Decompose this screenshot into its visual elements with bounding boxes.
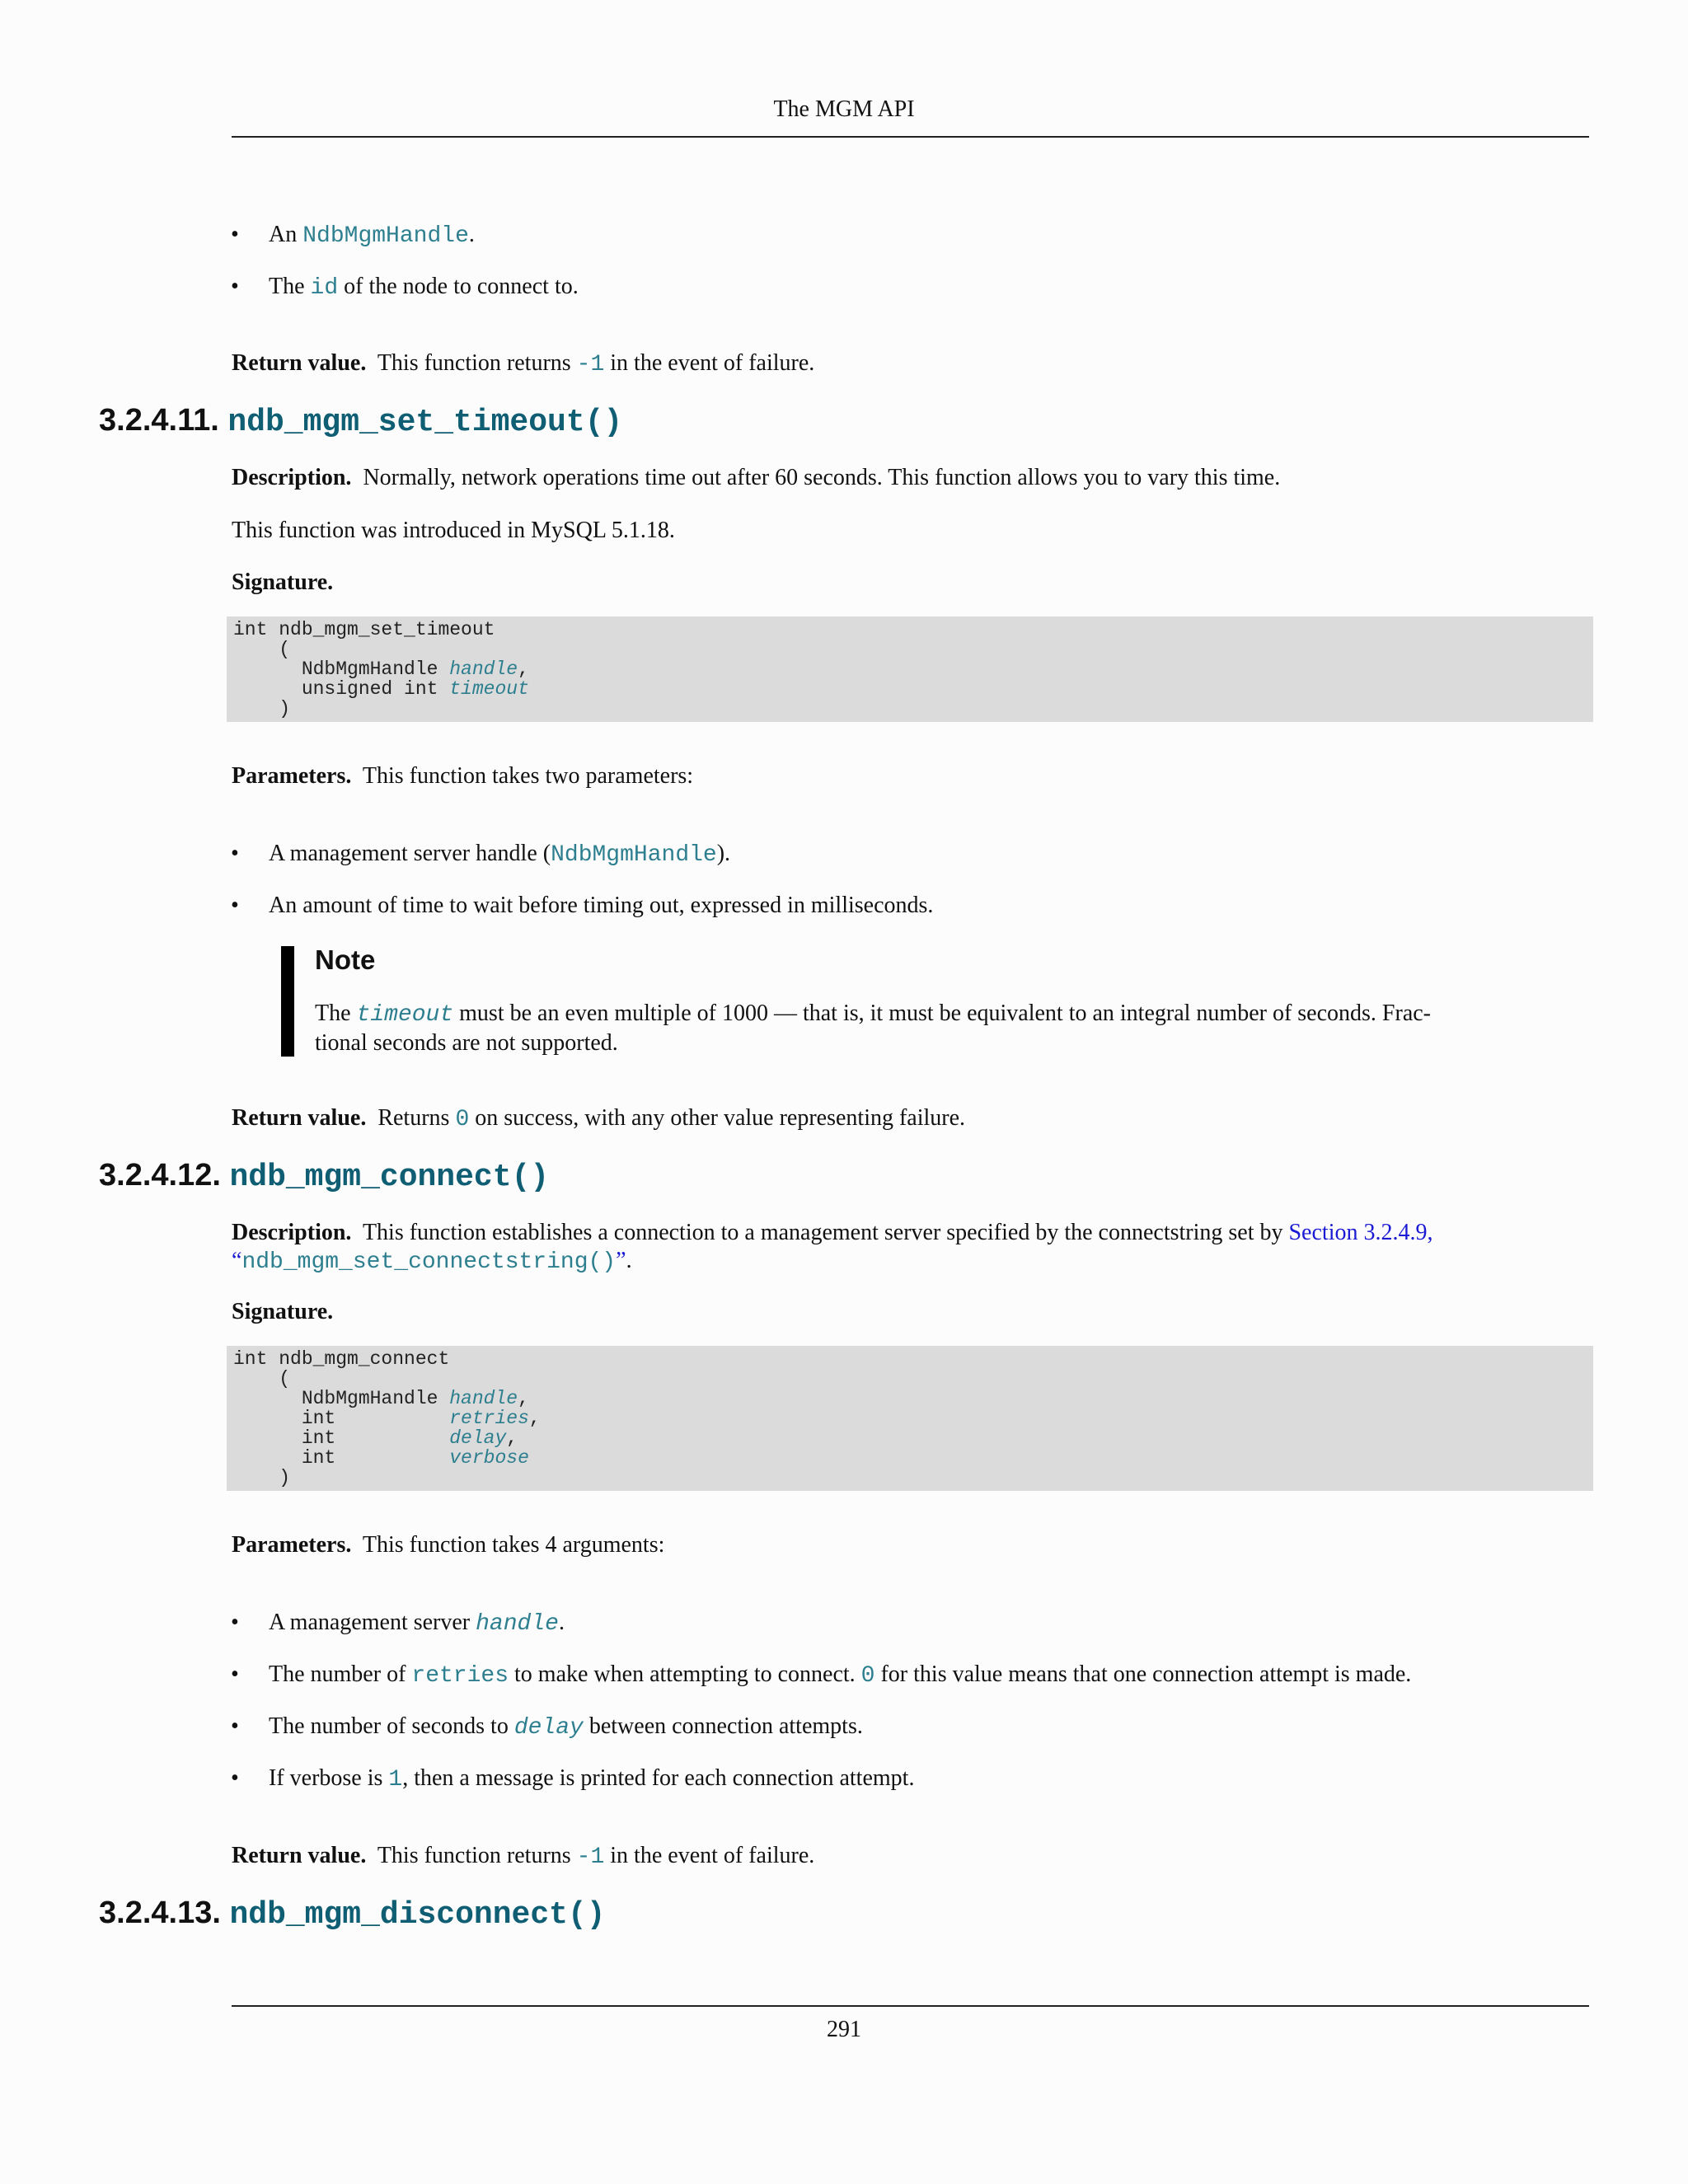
return-value-label: Return value. — [232, 1105, 367, 1131]
page-header-title: The MGM API — [773, 96, 915, 122]
inline-code-minus-one: -1 — [576, 1844, 605, 1870]
section-link-function[interactable]: ndb_mgm_set_connectstring() — [241, 1249, 617, 1275]
return-value-paragraph: Return value. This function returns -1 in the event of failure. — [232, 1843, 815, 1870]
page-number: 291 — [827, 2017, 861, 2042]
code-block-set-timeout: int ndb_mgm_set_timeout ( NdbMgmHandle handle, unsigned int timeout ) — [227, 616, 1593, 722]
note-text: The timeout must be an even multiple of 1000 — that is, it must be equivalent to an integral number of seconds. Frac- tional seconds are not supported. — [315, 1001, 1431, 1056]
return-value-label: Return value. — [232, 350, 367, 376]
bullet-marker: • — [231, 222, 239, 247]
inline-code-ndbmgmhandle[interactable]: NdbMgmHandle — [302, 223, 469, 249]
list-item: If verbose is 1, then a message is printed for each connection attempt. — [269, 1765, 915, 1793]
section-number: 3.2.4.12. — [99, 1158, 221, 1193]
list-item — [269, 273, 579, 302]
bullet-marker: • — [231, 1661, 239, 1687]
inline-code-zero: 0 — [860, 1663, 875, 1689]
section-number: 3.2.4.13. — [99, 1896, 221, 1930]
section-heading-3-2-4-11 — [99, 401, 622, 442]
section-function-name: ndb_mgm_connect() — [229, 1160, 550, 1195]
return-value-paragraph: Return value. This function returns -1 in the event of failure. — [232, 350, 815, 377]
section-link-open-quote[interactable]: “ — [232, 1248, 242, 1273]
parameters-label: Parameters. — [232, 763, 352, 789]
description-label: Description. — [232, 465, 352, 490]
parameters-paragraph: Parameters. This function takes two parameters: — [232, 763, 694, 789]
header-rule — [232, 136, 1589, 138]
bullet-marker: • — [231, 1765, 239, 1791]
bullet-marker: • — [231, 1610, 239, 1635]
bullet-marker: • — [231, 1713, 239, 1739]
parameters-paragraph: Parameters. This function takes 4 arguments: — [232, 1532, 665, 1558]
list-item: An amount of time to wait before timing out, expressed in milliseconds. — [269, 893, 934, 918]
parameters-label: Parameters. — [232, 1532, 352, 1558]
inline-code-retries: retries — [411, 1663, 509, 1689]
description-paragraph: Description. This function establishes a connection to a management server specified by the connectstring set by Section 3.2.4.9, “ndb_mgm_set_connectstring()”. — [232, 1220, 1433, 1275]
inline-code-one: 1 — [388, 1767, 403, 1793]
bullet-marker: • — [231, 893, 239, 918]
item-text: of the node to connect to. — [338, 274, 579, 299]
signature-label: Signature. — [232, 569, 334, 595]
description-paragraph: Description. Normally, network operations time out after 60 seconds. This function allows you to vary this time. — [232, 465, 1281, 490]
return-value-label: Return value. — [232, 1843, 367, 1868]
note-title: Note — [315, 944, 376, 975]
item-text: An — [269, 222, 303, 247]
inline-code-delay: delay — [513, 1715, 584, 1741]
item-text: . — [468, 222, 475, 247]
list-item: The number of retries to make when attempting to connect. 0 for this value means that one connection attempt is made. — [269, 1661, 1412, 1689]
return-value-paragraph: Return value. Returns 0 on success, with any other value representing failure. — [232, 1105, 966, 1132]
list-item: A management server handle. — [269, 1610, 565, 1637]
section-heading-3-2-4-12 — [99, 1156, 549, 1197]
inline-code-ndbmgmhandle[interactable]: NdbMgmHandle — [551, 842, 717, 868]
code-param-delay: delay — [449, 1427, 507, 1449]
code-param-timeout: timeout — [449, 678, 529, 700]
note-bar — [281, 946, 294, 1057]
section-link-3-2-4-9[interactable]: Section 3.2.4.9, — [1288, 1220, 1433, 1245]
inline-code-timeout: timeout — [356, 1002, 454, 1028]
intro-paragraph: This function was introduced in MySQL 5.1.18. — [232, 518, 675, 543]
inline-code-id: id — [310, 275, 339, 301]
item-text: The — [269, 274, 311, 299]
bullet-marker: • — [231, 841, 239, 866]
footer-rule — [232, 2005, 1589, 2007]
section-heading-3-2-4-13 — [99, 1894, 606, 1934]
code-param-handle: handle — [449, 1388, 518, 1409]
section-function-name: ndb_mgm_disconnect() — [229, 1897, 606, 1933]
inline-code-handle: handle — [476, 1611, 559, 1637]
inline-code-zero: 0 — [455, 1107, 470, 1132]
section-number: 3.2.4.11. — [99, 403, 219, 438]
section-link-close-quote[interactable]: ” — [616, 1248, 626, 1273]
signature-label: Signature. — [232, 1299, 334, 1324]
section-function-name: ndb_mgm_set_timeout() — [227, 405, 623, 440]
list-item — [269, 221, 475, 251]
code-param-retries: retries — [449, 1408, 529, 1429]
code-block-connect: int ndb_mgm_connect ( NdbMgmHandle handle, int retries, int delay, int verbose ) — [227, 1346, 1593, 1491]
list-item: The number of seconds to delay between connection attempts. — [269, 1713, 863, 1741]
bullet-marker: • — [231, 274, 239, 299]
inline-code-minus-one: -1 — [576, 352, 605, 377]
description-label: Description. — [232, 1220, 352, 1245]
code-param-handle: handle — [449, 658, 518, 680]
list-item: A management server handle (NdbMgmHandle). — [269, 841, 731, 868]
code-param-verbose: verbose — [449, 1447, 529, 1469]
